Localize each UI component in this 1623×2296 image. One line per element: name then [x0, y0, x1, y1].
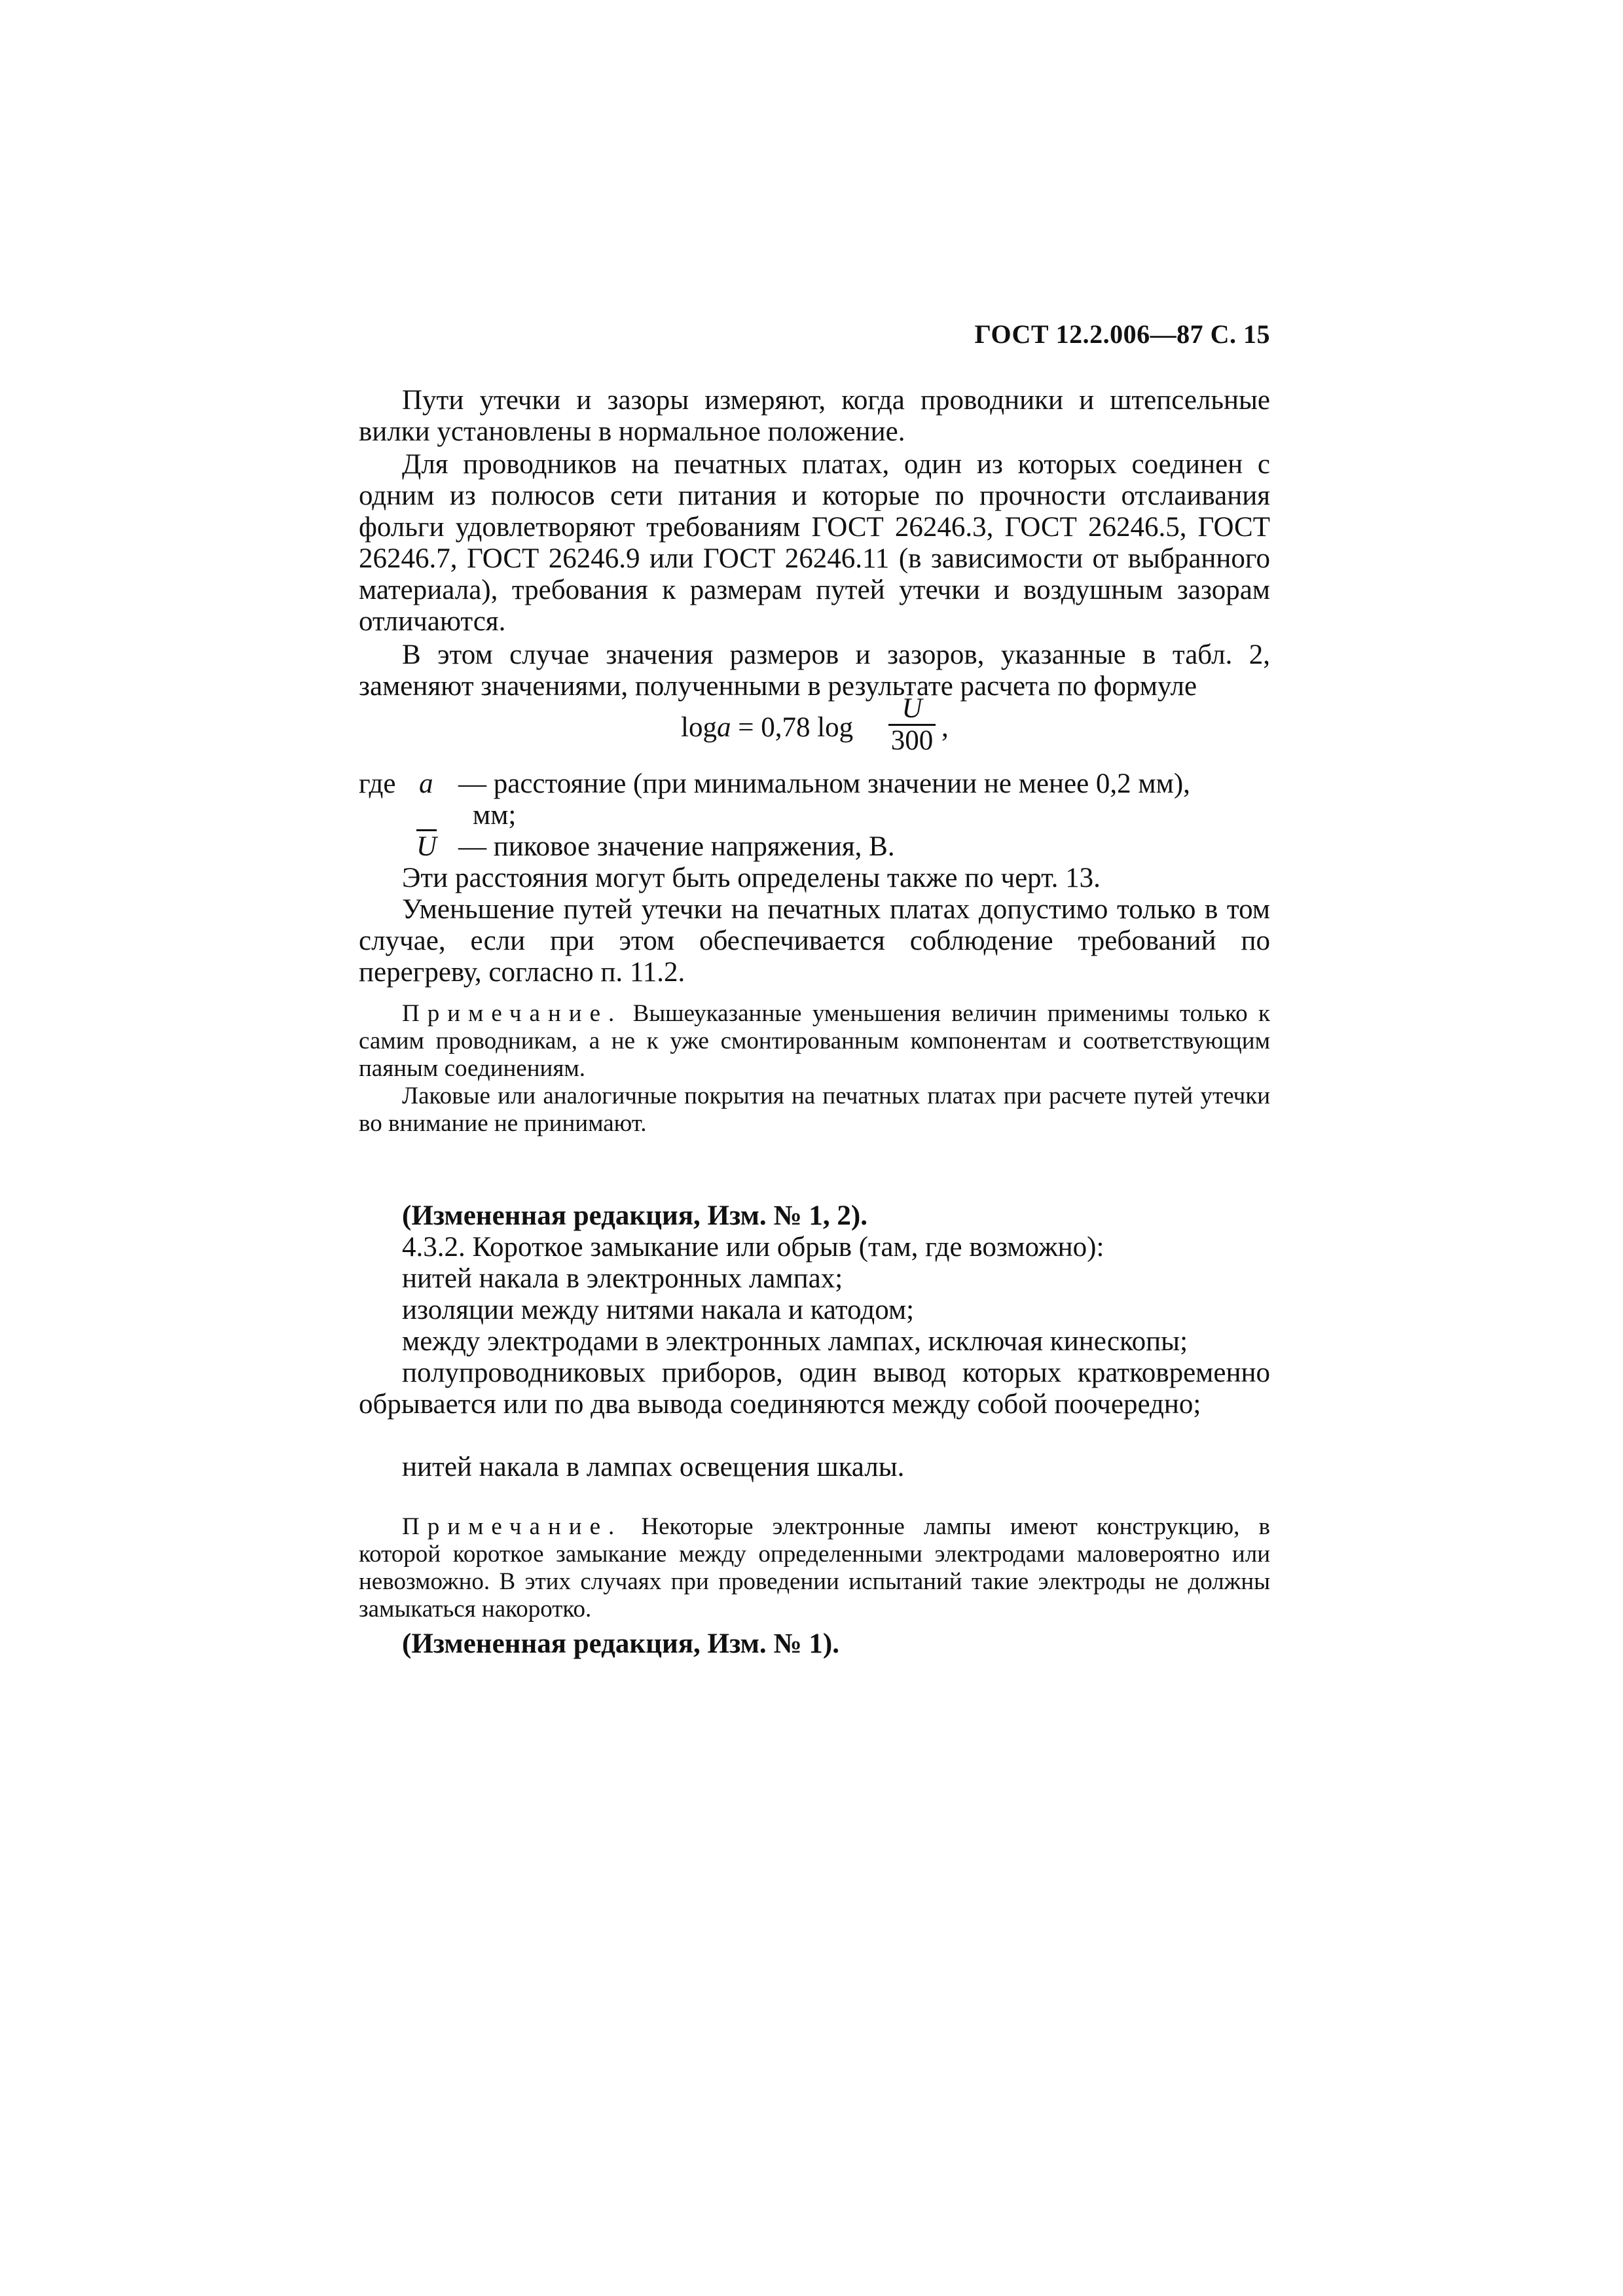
paragraph-reduction: Уменьшение путей утечки на печатных платах допустимо только в том случае, если при этом обеспечивается соблюдение требований по перегреву, согласно п. 11.2.: [359, 894, 1270, 988]
amendment-note-1: (Измененная редакция, Изм. № 1).: [402, 1628, 839, 1659]
amendment-note-1-2: (Измененная редакция, Изм. № 1, 2).: [402, 1200, 867, 1231]
list-item-scale-lamps: нитей накала в лампах освещения шкалы.: [402, 1452, 905, 1482]
formula-fraction: [886, 694, 938, 756]
list-item-insulation: изоляции между нитями накала и катодом;: [402, 1295, 915, 1325]
fraction-denominator: 300: [890, 725, 934, 756]
symbol-a: a: [419, 768, 433, 799]
note-label-2: Примечание.: [402, 1513, 623, 1540]
paragraph-leakage-paths: Пути утечки и зазоры измеряют, когда проводники и штепсельные вилки установлены в нормальное положение.: [359, 385, 1270, 447]
section-4-3-2-title: 4.3.2. Короткое замыкание или обрыв (там, где возможно):: [402, 1232, 1104, 1263]
note-label: Примечание.: [402, 1000, 623, 1027]
formula-lhs: loga = 0,78 log: [681, 712, 854, 743]
page-header: ГОСТ 12.2.006—87 С. 15: [974, 319, 1270, 349]
note-lacquer: Лаковые или аналогичные покрытия на печатных платах при расчете путей утечки во внимание не принимают.: [359, 1083, 1270, 1137]
note-electronic-lamps: Примечание. Некоторые электронные лампы имеют конструкцию, в которой короткое замыкание между определенными электродами маловероятно или невозможно. В этих случаях при проведении испытаний такие электроды не должны замыкаться накоротко.: [359, 1513, 1270, 1623]
symbol-u-peak: $\overline{U}$: [416, 831, 437, 862]
paragraph-formula-intro: В этом случае значения размеров и зазоров, указанные в табл. 2, заменяют значениями, полученными в результате расчета по формуле: [359, 639, 1270, 702]
note-reductions: Примечание. Вышеуказанные уменьшения величин применимы только к самим проводникам, а не к уже смонтированным компонентам и соответствующим паяным соединениям.: [359, 1000, 1270, 1082]
paragraph-printed-boards: Для проводников на печатных платах, один из которых соединен с одним из полюсов сети питания и которые по прочности отслаивания фольги удовлетворяют требованиям ГОСТ 26246.3, ГОСТ 26246.5, ГОСТ 26246.7, ГОСТ 26246.9 или ГОСТ 26246.11 (в зависимости от выбранного материала), требования к размерам путей утечки и воздушным зазорам отличаются.: [359, 449, 1270, 637]
formula-comma: ,: [941, 712, 949, 743]
definition-a-unit: мм;: [473, 800, 517, 831]
definition-u: — пиковое значение напряжения, В.: [458, 831, 895, 862]
formula-log-a: [681, 694, 1048, 766]
fraction-numerator: U: [902, 693, 922, 724]
list-item-electrodes: между электродами в электронных лампах, исключая кинескопы;: [402, 1326, 1188, 1357]
list-item-filaments: нитей накала в электронных лампах;: [402, 1263, 843, 1294]
list-item-semiconductors: полупроводниковых приборов, один вывод которых кратковременно обрывается или по два вывода соединяются между собой поочередно;: [359, 1357, 1270, 1420]
where-label: где: [359, 768, 396, 799]
definition-a: — расстояние (при минимальном значении не менее 0,2 мм),: [458, 768, 1190, 799]
paragraph-drawing-ref: Эти расстояния могут быть определены также по черт. 13.: [402, 863, 1101, 893]
